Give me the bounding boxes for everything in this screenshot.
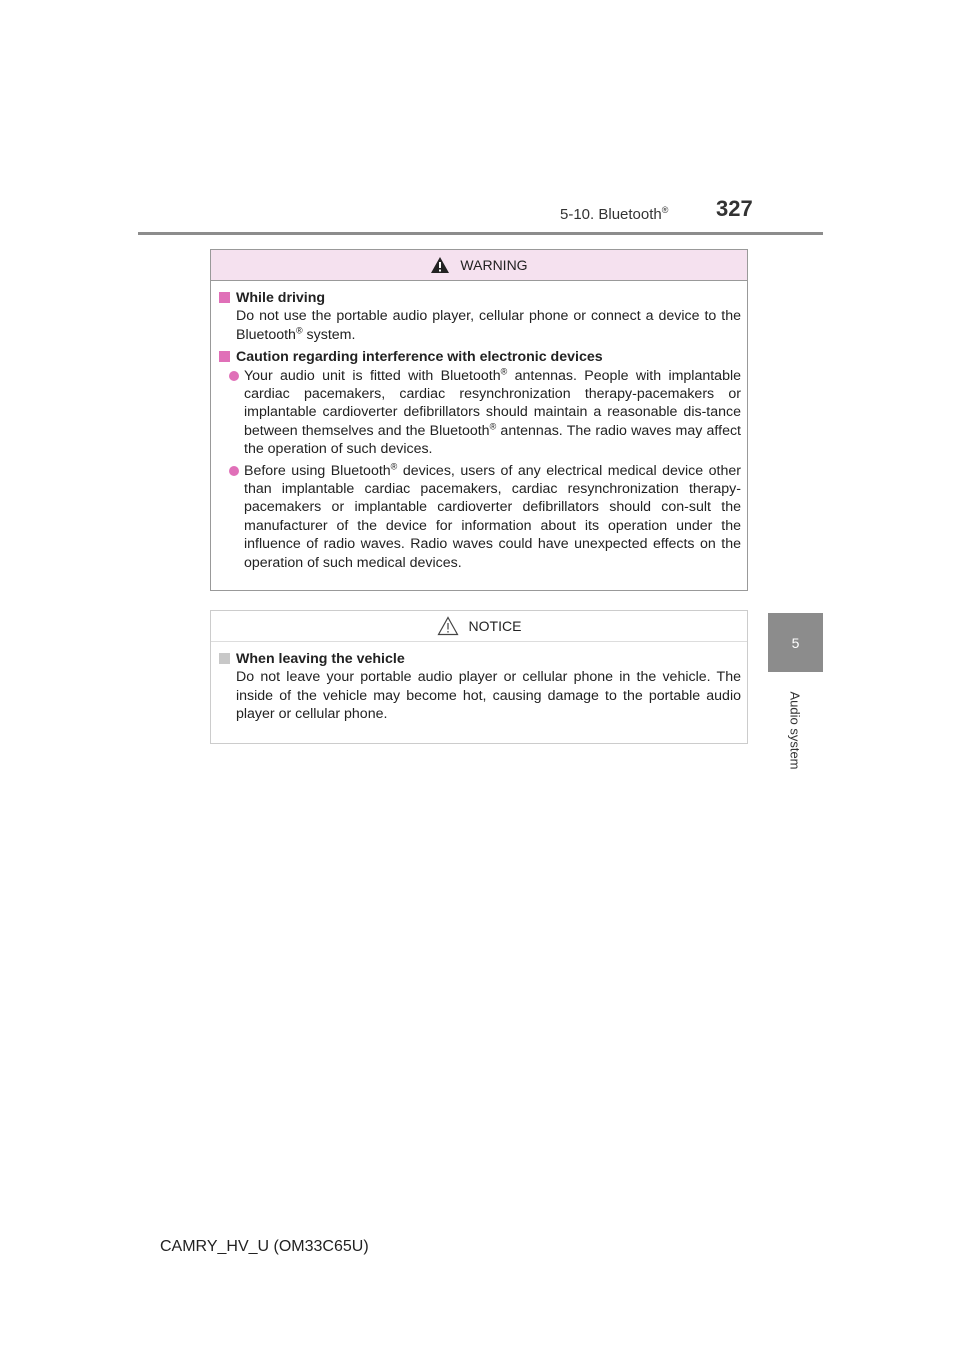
notice-body [211,642,747,736]
header-rule [138,232,823,235]
section-heading [217,650,741,668]
notice-section [217,650,741,724]
text-fragment: Do not leave your portable audio player or cellular phone in the vehicle. The inside of the vehicle may become hot, causing damage to the portable audio player or cellular phone. [236,669,741,723]
circle-bullet-icon [229,466,239,476]
chapter-label: Audio system [788,690,804,770]
registered-mark: ® [295,325,303,336]
text-fragment: Before using Bluetooth [244,462,391,479]
section-heading [217,348,741,366]
section-paragraph [236,307,741,344]
section-title-sup: ® [661,205,669,215]
section-title-text: 5-10. Bluetooth [560,206,662,223]
text-fragment: Do not use the portable audio player, cellular phone or connect a device to the Bluetooth [236,308,741,343]
warning-header [211,250,747,281]
notice-title: NOTICE [468,618,522,634]
chapter-number: 5 [791,634,800,651]
registered-mark: ® [390,460,398,471]
text-fragment: Your audio unit is fitted with Bluetooth [244,367,501,384]
text-fragment: antennas. The radio waves may affect the operation of such devices. [244,422,741,458]
warning-box [210,249,748,591]
page-number: 327 [716,196,753,221]
warning-title: WARNING [460,257,528,273]
registered-mark: ® [500,365,508,376]
square-bullet-icon [219,351,230,362]
bullet-text [244,462,741,572]
section-heading-text: While driving [236,290,326,306]
square-bullet-icon [219,292,230,303]
circle-bullet-icon [229,371,239,381]
warning-triangle-filled-icon [430,256,450,274]
section-heading-text: Caution regarding interference with electronic devices [236,349,603,366]
warning-section [217,289,741,344]
section-heading [217,289,741,307]
section-heading-text: When leaving the vehicle [236,651,405,667]
footer-model: CAMRY_HV_U (OM33C65U) [160,1238,369,1255]
text-fragment: system. [302,326,356,343]
warning-triangle-outline-icon [437,616,459,636]
bullet-item [229,367,741,459]
warning-body [211,281,747,584]
section-paragraph [236,668,741,723]
notice-box [210,610,748,744]
registered-mark: ® [489,421,497,432]
bullet-text [244,367,741,459]
text-fragment: devices, users of any electrical medical device other than implantable cardiac pacemakers, cardiac resynchronization therapy-pacemakers or implantable cardioverter defibrillators should con-sult the manufacturer of the device for information about its operation under the influence of radio waves. Radio waves could have unexpected effects on the operation of such medical devices. [244,462,741,571]
notice-header [211,611,747,642]
square-bullet-icon [219,653,230,664]
chapter-label-wrap [768,680,823,780]
warning-section [217,348,741,572]
text-fragment: antennas. People with implantable cardiac pacemakers, cardiac resynchronization therapy-pacemakers or implantable cardioverter defibrillators should maintain a reasonable dis-tance between themselves and the Bluetooth [244,367,741,439]
chapter-tab [768,613,823,672]
bullet-item [229,462,741,572]
